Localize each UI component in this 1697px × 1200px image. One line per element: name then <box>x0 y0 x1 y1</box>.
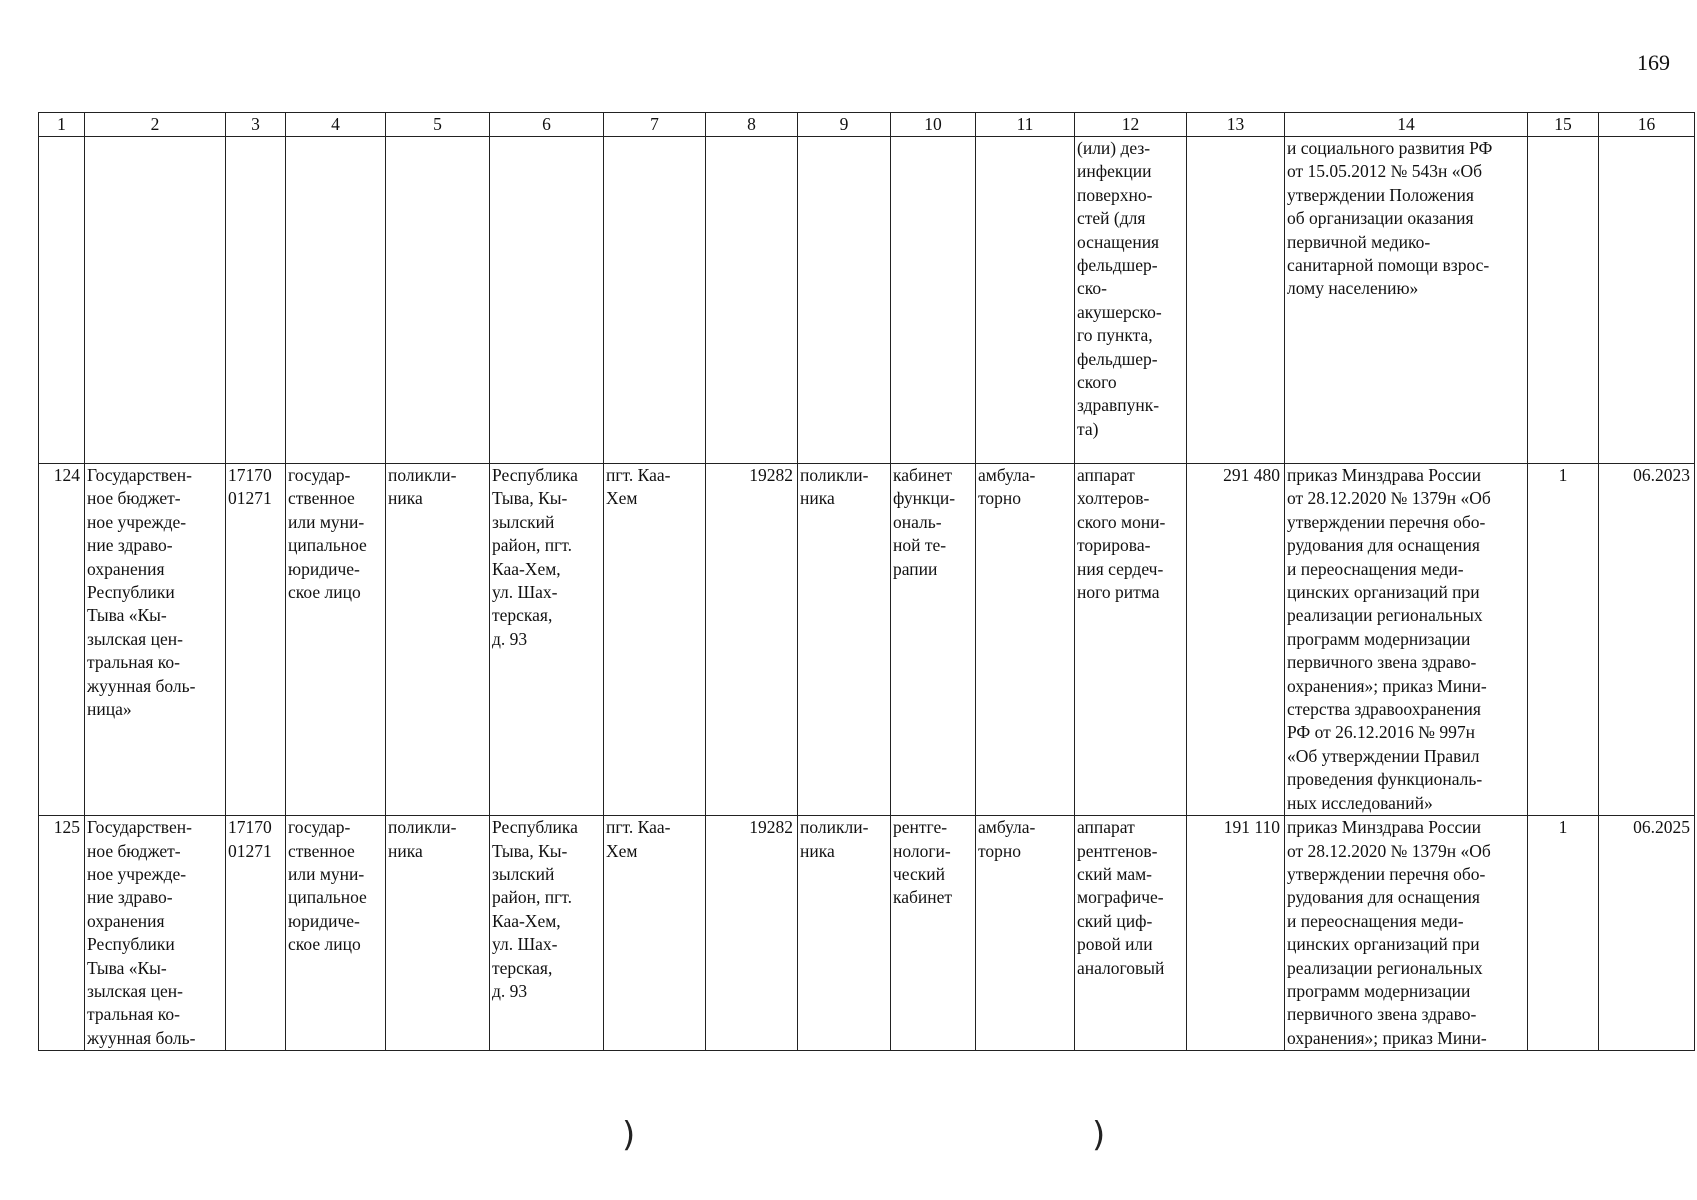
settlement-cell: пгт. Каа- Хем <box>604 464 706 816</box>
subdivision-cell: поликли- ника <box>798 816 891 1051</box>
column-number-header-row <box>39 113 1695 137</box>
column-number: 15 <box>1528 113 1599 137</box>
equipment-cell: (или) дез- инфекции поверхно- стей (для оснащения фельдшер- ско- акушерско- го пункта, фельдшер- ского здравпунк- та) <box>1075 137 1187 464</box>
scan-mark: ) <box>1092 1115 1106 1155</box>
equipment-cell: аппарат рентгенов- ский мам- мографиче- ский циф- ровой или аналоговый <box>1075 816 1187 1051</box>
table-row-continued <box>39 137 1695 464</box>
amount-cell <box>1187 137 1285 464</box>
column-number: 8 <box>706 113 798 137</box>
amount-cell: 291 480 <box>1187 464 1285 816</box>
column-number: 9 <box>798 113 891 137</box>
code-cell <box>226 137 286 464</box>
population-cell: 19282 <box>706 464 798 816</box>
legal-basis-cell: приказ Минздрава России от 28.12.2020 № 1379н «Об утверждении перечня обо- рудования для оснащения и переоснащения меди- цинских организаций при реализации региональных программ модернизации первичного звена здраво- охранения»; приказ Мини- стерства здравоохранения РФ от 26.12.2016 № 997н «Об утверждении Правил проведения функциональ- ных исследований» <box>1285 464 1528 816</box>
column-number: 7 <box>604 113 706 137</box>
care-condition-cell <box>976 137 1075 464</box>
address-cell <box>490 137 604 464</box>
row-number-cell: 124 <box>39 464 85 816</box>
legal-form-cell: государ- ственное или муни- ципальное юридиче- ское лицо <box>286 464 386 816</box>
quantity-cell: 1 <box>1528 464 1599 816</box>
column-number: 2 <box>85 113 226 137</box>
unit-type-cell: поликли- ника <box>386 816 490 1051</box>
column-number: 4 <box>286 113 386 137</box>
quantity-cell <box>1528 137 1599 464</box>
column-number: 3 <box>226 113 286 137</box>
population-cell: 19282 <box>706 816 798 1051</box>
unit-type-cell: поликли- ника <box>386 464 490 816</box>
column-number: 13 <box>1187 113 1285 137</box>
organization-name-cell <box>85 137 226 464</box>
population-cell <box>706 137 798 464</box>
unit-type-cell <box>386 137 490 464</box>
table-row-124 <box>39 464 1695 816</box>
care-condition-cell: амбула- торно <box>976 464 1075 816</box>
column-number: 6 <box>490 113 604 137</box>
row-number-cell: 125 <box>39 816 85 1051</box>
date-cell: 06.2023 <box>1599 464 1695 816</box>
legal-basis-cell: и социального развития РФ от 15.05.2012 № 543н «Об утверждении Положения об организации оказания первичной медико- санитарной помощи взрос- лому населению» <box>1285 137 1528 464</box>
column-number: 14 <box>1285 113 1528 137</box>
column-number: 1 <box>39 113 85 137</box>
room-cell: кабинет функци- ональ- ной те- рапии <box>891 464 976 816</box>
column-number: 16 <box>1599 113 1695 137</box>
column-number: 10 <box>891 113 976 137</box>
column-number: 11 <box>976 113 1075 137</box>
legal-basis-cell: приказ Минздрава России от 28.12.2020 № 1379н «Об утверждении перечня обо- рудования для оснащения и переоснащения меди- цинских организаций при реализации региональных программ модернизации первичного звена здраво- охранения»; приказ Мини- <box>1285 816 1528 1051</box>
room-cell: рентге- нологи- ческий кабинет <box>891 816 976 1051</box>
address-cell: Республика Тыва, Кы- зылский район, пгт. Каа-Хем, ул. Шах- терская, д. 93 <box>490 464 604 816</box>
row-number-cell <box>39 137 85 464</box>
code-cell: 17170 01271 <box>226 816 286 1051</box>
organization-name-cell: Государствен- ное бюджет- ное учрежде- ние здраво- охранения Республики Тыва «Кы- зылская цен- тральная ко- жуунная боль- ница» <box>85 464 226 816</box>
register-table <box>38 112 1695 1051</box>
room-cell <box>891 137 976 464</box>
organization-name-cell: Государствен- ное бюджет- ное учрежде- ние здраво- охранения Республики Тыва «Кы- зылская цен- тральная ко- жуунная боль- <box>85 816 226 1051</box>
table-row-125 <box>39 816 1695 1051</box>
column-number: 12 <box>1075 113 1187 137</box>
code-cell: 17170 01271 <box>226 464 286 816</box>
address-cell: Республика Тыва, Кы- зылский район, пгт. Каа-Хем, ул. Шах- терская, д. 93 <box>490 816 604 1051</box>
settlement-cell: пгт. Каа- Хем <box>604 816 706 1051</box>
page-number: 169 <box>1637 50 1670 75</box>
amount-cell: 191 110 <box>1187 816 1285 1051</box>
equipment-cell: аппарат холтеров- ского мони- торирова- ния сердеч- ного ритма <box>1075 464 1187 816</box>
legal-form-cell <box>286 137 386 464</box>
date-cell: 06.2025 <box>1599 816 1695 1051</box>
care-condition-cell: амбула- торно <box>976 816 1075 1051</box>
scan-mark: ) <box>622 1115 636 1155</box>
settlement-cell <box>604 137 706 464</box>
subdivision-cell: поликли- ника <box>798 464 891 816</box>
legal-form-cell: государ- ственное или муни- ципальное юридиче- ское лицо <box>286 816 386 1051</box>
subdivision-cell <box>798 137 891 464</box>
quantity-cell: 1 <box>1528 816 1599 1051</box>
date-cell <box>1599 137 1695 464</box>
column-number: 5 <box>386 113 490 137</box>
